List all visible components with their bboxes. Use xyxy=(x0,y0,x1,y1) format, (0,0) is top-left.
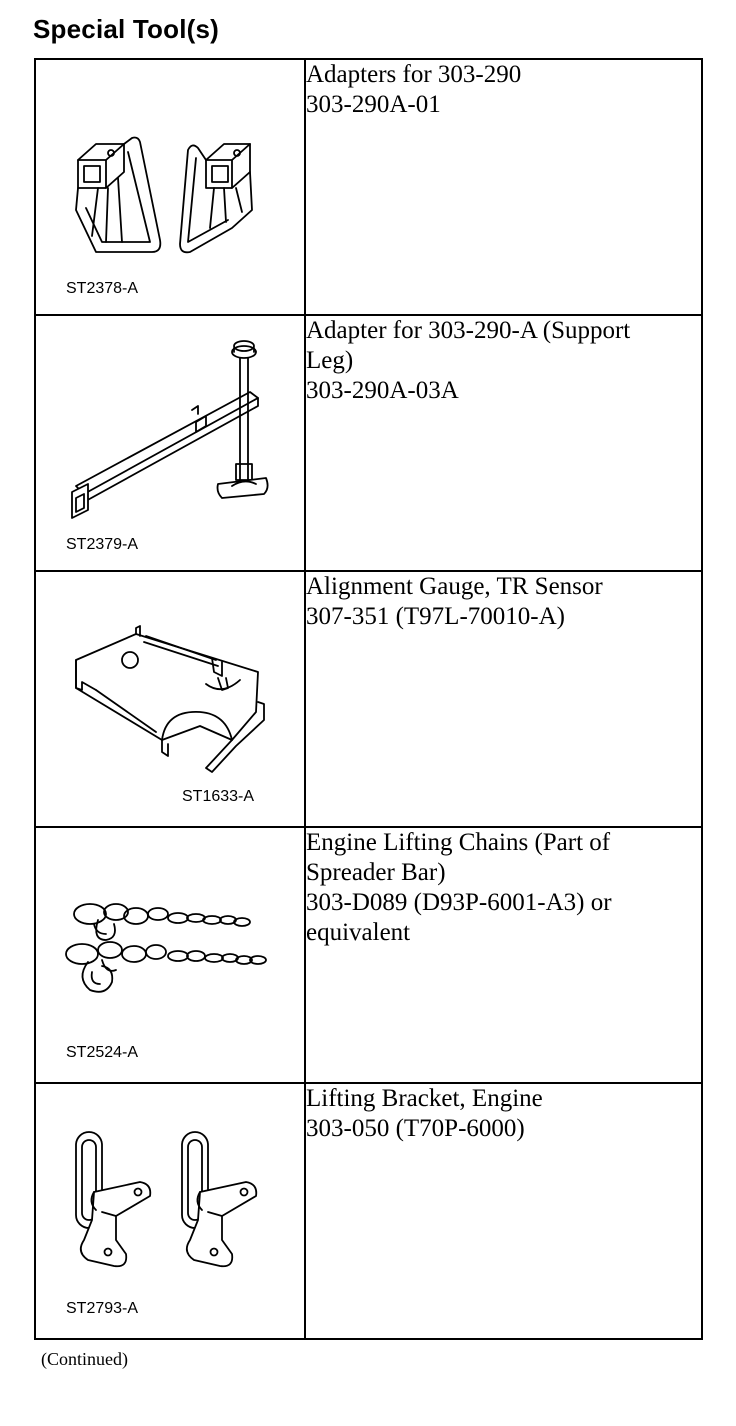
tool-name: Alignment Gauge, TR Sensor xyxy=(306,573,603,600)
table-row xyxy=(35,59,702,315)
tool-number: 303-290A-01 xyxy=(306,91,441,118)
table-row xyxy=(35,1083,702,1339)
tool-name-continued: Leg) xyxy=(306,347,354,374)
special-tools-table xyxy=(34,58,703,1340)
tool-number: 303-050 (T70P-6000) xyxy=(306,1115,525,1142)
illustration-code: ST2378-A xyxy=(66,280,139,297)
alignment-gauge-icon xyxy=(36,572,304,826)
adapter-pair-icon xyxy=(36,60,304,314)
tool-description xyxy=(305,59,702,315)
illustration-code: ST2793-A xyxy=(66,1300,139,1317)
tool-description xyxy=(305,571,702,827)
tool-number: 307-351 (T97L-70010-A) xyxy=(306,603,565,630)
tool-illustration-cell xyxy=(35,315,305,571)
support-leg-icon xyxy=(36,316,304,570)
tool-description xyxy=(305,315,702,571)
tool-illustration-cell xyxy=(35,571,305,827)
tool-name: Engine Lifting Chains (Part of xyxy=(306,829,611,856)
tool-name-continued: Spreader Bar) xyxy=(306,859,446,886)
tool-name: Adapters for 303-290 xyxy=(306,61,522,88)
tool-name: Adapter for 303-290-A (Support xyxy=(306,317,631,344)
table-row xyxy=(35,827,702,1083)
illustration-code: ST2379-A xyxy=(66,536,139,553)
tool-illustration-cell xyxy=(35,1083,305,1339)
illustration-code: ST2524-A xyxy=(66,1044,139,1061)
continued-note: (Continued) xyxy=(41,1349,128,1369)
illustration-code: ST1633-A xyxy=(182,788,255,805)
tool-equivalent: equivalent xyxy=(306,919,411,946)
tool-description xyxy=(305,1083,702,1339)
tool-illustration-cell xyxy=(35,827,305,1083)
table-row xyxy=(35,315,702,571)
page-title: Special Tool(s) xyxy=(33,14,219,44)
table-row xyxy=(35,571,702,827)
tool-number: 303-D089 (D93P-6001-A3) or xyxy=(306,889,612,916)
tool-number: 303-290A-03A xyxy=(306,377,459,404)
tool-illustration-cell xyxy=(35,59,305,315)
tool-description xyxy=(305,827,702,1083)
tool-name: Lifting Bracket, Engine xyxy=(306,1085,543,1112)
